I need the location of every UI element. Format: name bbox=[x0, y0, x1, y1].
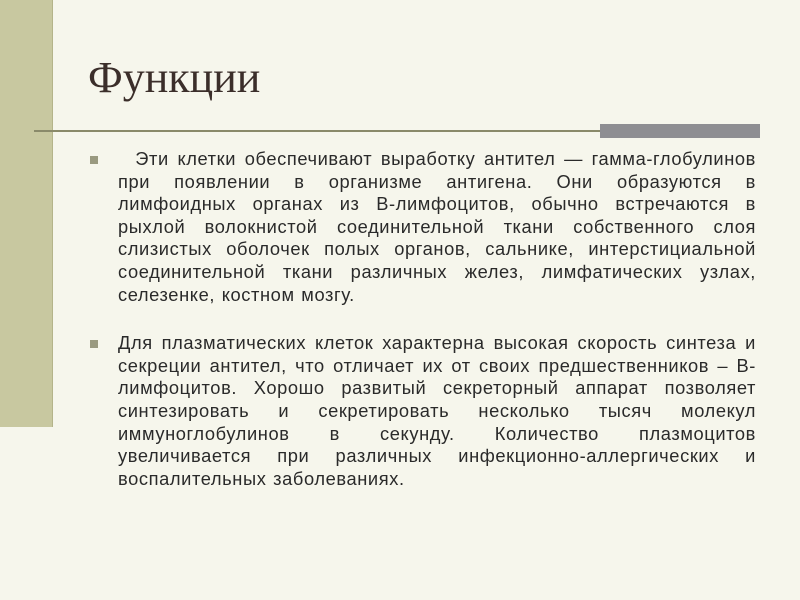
bullet-paragraph-2 bbox=[90, 332, 756, 490]
paragraph-text: Эти клетки обеспечивают выработку антител — гамма-глобулинов при появлении в организме антигена. Они образуются в лимфоидных органах из В-лимфоцитов, обычно встречаются в рыхлой волокнистой соединительной ткани собственного слоя слизистых оболочек полых органов, сальнике, интерстициальной соединительной ткани различных желез, лимфатических узлах, селезенке, костном мозгу. bbox=[118, 148, 756, 305]
square-bullet-icon bbox=[90, 340, 98, 348]
slide-title: Функции bbox=[88, 53, 261, 102]
square-bullet-icon bbox=[90, 156, 98, 164]
divider-accent-block bbox=[600, 124, 760, 138]
paragraph-text: Для плазматических клеток характерна высокая скорость синтеза и секреции антител, что отличает их от своих предшественников – В-лимфоцитов. Хорошо развитый секреторный аппарат позволяет синтезировать и секретировать несколько тысяч молекул иммуноглобулинов в секунду. Количество плазмоцитов увеличивается при различных инфекционно-аллергических и воспалительных заболеваниях. bbox=[118, 332, 756, 489]
slide-body bbox=[90, 148, 756, 516]
bullet-paragraph-1 bbox=[90, 148, 756, 306]
side-accent-bar bbox=[0, 0, 53, 427]
